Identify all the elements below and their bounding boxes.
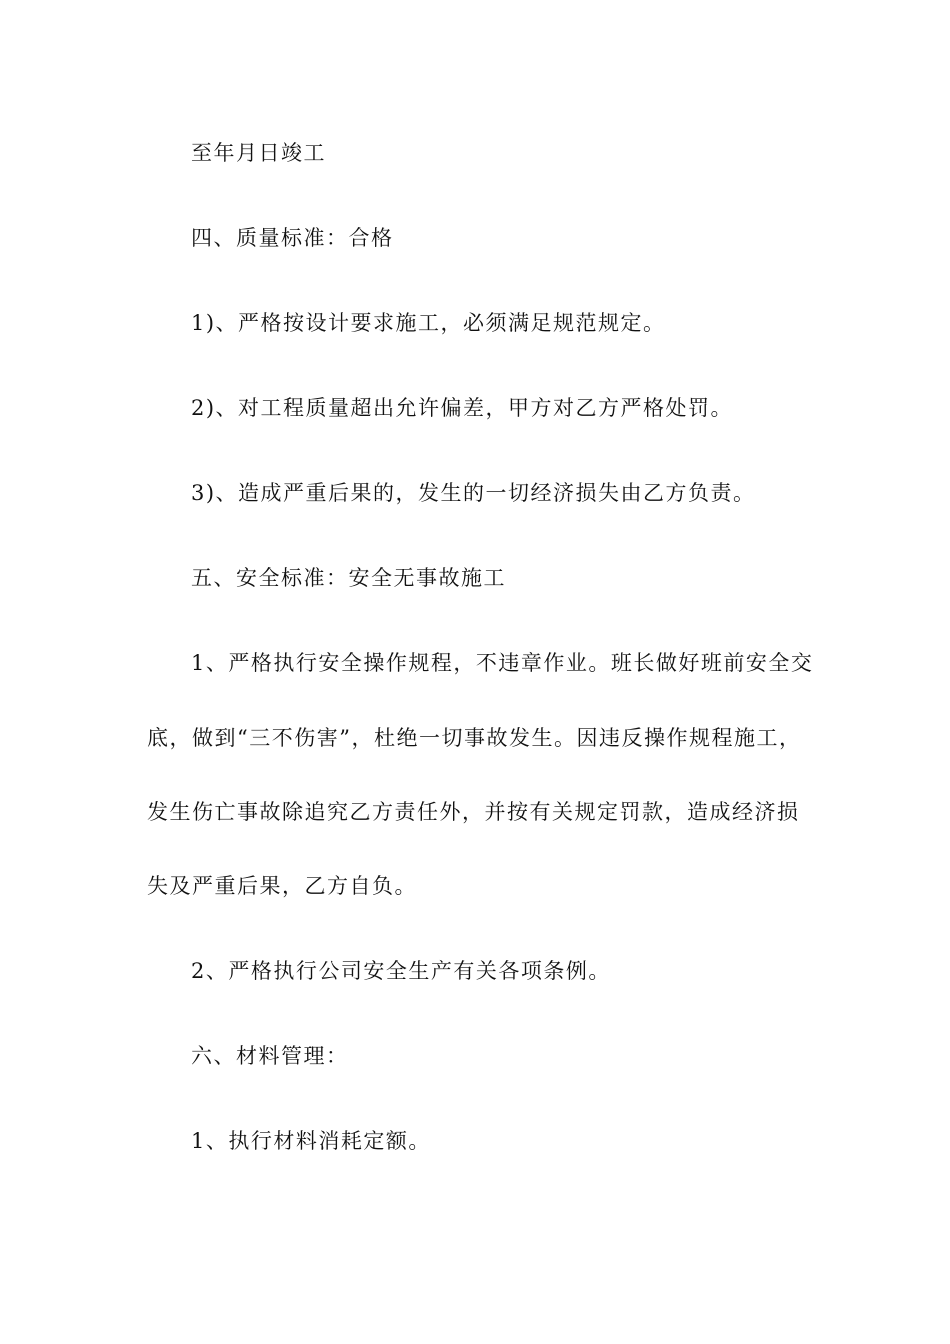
safety-standard-heading: 五、安全标准：安全无事故施工 [191,566,506,590]
safety-item-1-line-3: 发生伤亡事故除追究乙方责任外，并按有关规定罚款，造成经济损 [147,800,800,824]
safety-item-1-line-2: 底，做到“三不伤害”，杜绝一切事故发生。因违反操作规程施工， [147,726,802,750]
safety-item-2: 2、严格执行公司安全生产有关各项条例。 [191,959,611,983]
quality-item-1: 1)、严格按设计要求施工，必须满足规范规定。 [191,311,666,335]
quality-item-3: 3)、造成严重后果的，发生的一切经济损失由乙方负责。 [191,481,756,505]
materials-heading: 六、材料管理： [191,1044,349,1068]
safety-item-1-line-4: 失及严重后果，乙方自负。 [147,874,417,898]
quality-standard-heading: 四、质量标准：合格 [191,226,394,250]
completion-date-line: 至年月日竣工 [191,141,326,165]
quality-item-2: 2)、对工程质量超出允许偏差，甲方对乙方严格处罚。 [191,396,734,420]
materials-item-1: 1、执行材料消耗定额。 [191,1129,431,1153]
safety-item-1-line-1: 1、严格执行安全操作规程，不违章作业。班长做好班前安全交 [191,651,814,675]
